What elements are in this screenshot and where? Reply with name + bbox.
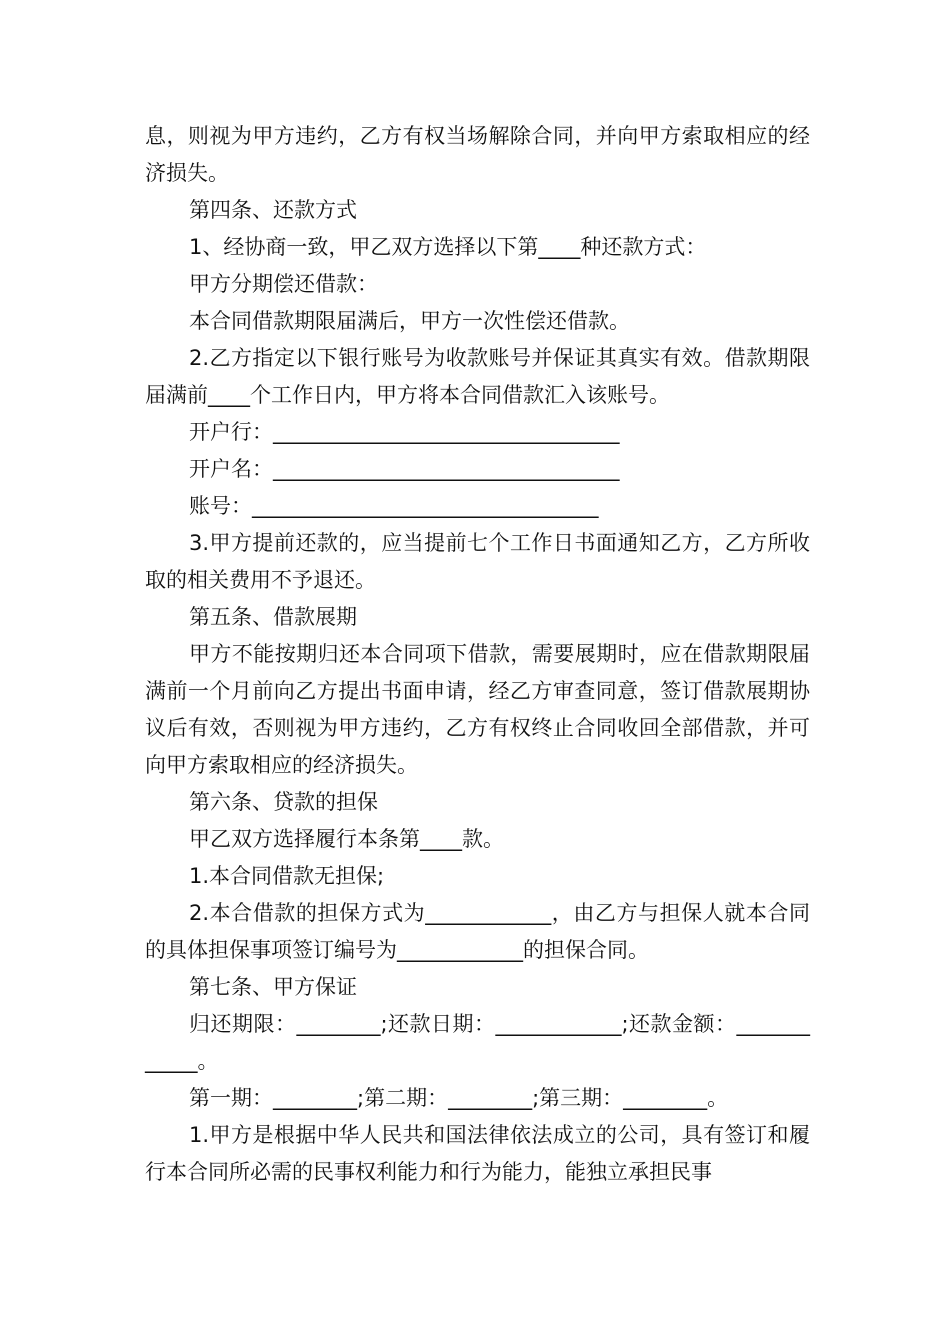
paragraph: 2.本合借款的担保方式为____________，由乙方与担保人就本合同的具体担保事项签订编号为____________的担保合同。 xyxy=(145,901,810,962)
paragraph: 第一期：________;第二期：________;第三期：________。 xyxy=(189,1086,729,1110)
paragraph: 甲方分期偿还借款： xyxy=(189,272,378,296)
paragraph: 甲方不能按期归还本合同项下借款，需要展期时，应在借款期限届满前一个月前向乙方提出书面申请，经乙方审查同意，签订借款展期协议后有效，否则视为甲方违约，乙方有权终止合同收回全部借款，并可向甲方索取相应的经济损失。 xyxy=(145,642,810,777)
paragraph: 1.本合同借款无担保; xyxy=(189,864,385,888)
paragraph: 本合同借款期限届满后，甲方一次性偿还借款。 xyxy=(189,309,630,333)
account-name-line: 开户名：_________________________________ xyxy=(189,457,620,481)
paragraph: 1、经协商一致，甲乙双方选择以下第____种还款方式： xyxy=(189,235,707,259)
paragraph: 甲乙双方选择履行本条第____款。 xyxy=(189,827,504,851)
paragraph: 息，则视为甲方违约，乙方有权当场解除合同，并向甲方索取相应的经济损失。 xyxy=(145,124,810,185)
section-heading: 第四条、还款方式 xyxy=(189,198,357,222)
section-heading: 第五条、借款展期 xyxy=(189,605,357,629)
section-heading: 第七条、甲方保证 xyxy=(189,975,357,999)
bank-name-line: 开户行：_________________________________ xyxy=(189,420,620,444)
paragraph: 3.甲方提前还款的，应当提前七个工作日书面通知乙方，乙方所收取的相关费用不予退还。 xyxy=(145,531,810,592)
section-heading: 第六条、贷款的担保 xyxy=(189,790,378,814)
paragraph: 2.乙方指定以下银行账号为收款账号并保证其真实有效。借款期限届满前____个工作日内，甲方将本合同借款汇入该账号。 xyxy=(145,346,810,407)
paragraph: 1.甲方是根据中华人民共和国法律依法成立的公司，具有签订和履行本合同所必需的民事权利能力和行为能力，能独立承担民事 xyxy=(145,1123,810,1184)
paragraph: 归还期限：________;还款日期：____________;还款金额：____________。 xyxy=(145,1012,810,1073)
account-number-line: 账号：_________________________________ xyxy=(189,494,599,518)
document-body xyxy=(145,118,810,1191)
